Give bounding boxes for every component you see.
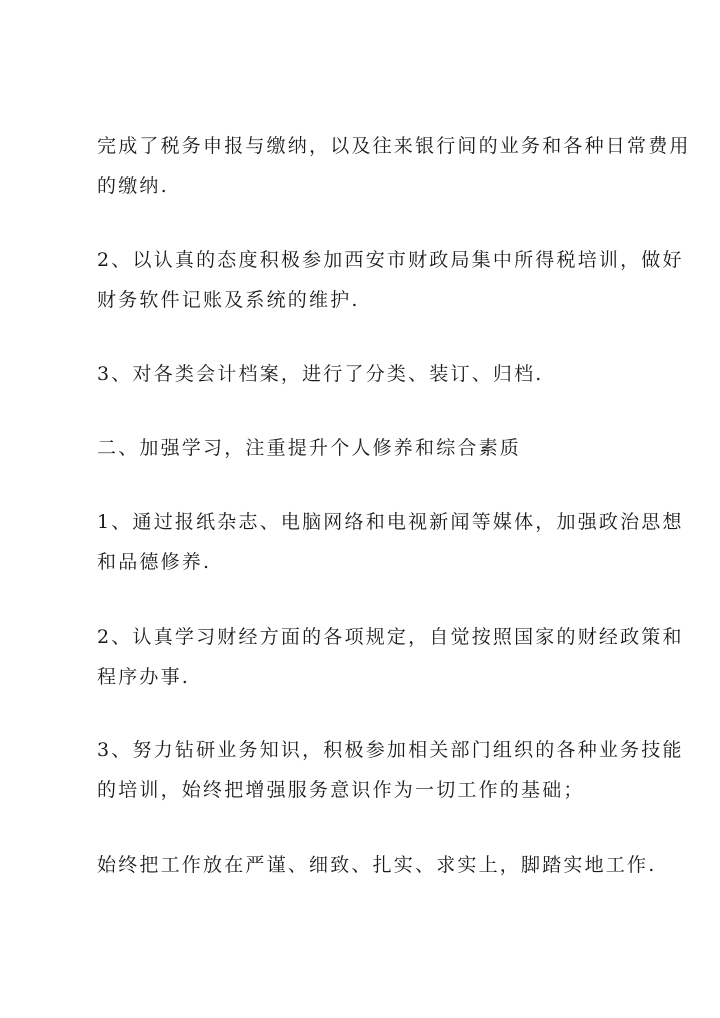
heading-line: 二、加强学习，注重提升个人修养和综合素质 [97,437,522,459]
text-line: 2、以认真的态度积极参加西安市财政局集中所得税培训，做好 [97,249,684,271]
text-line: 财务软件记账及系统的维护. [97,289,360,311]
paragraph-media-study [97,502,684,582]
section-heading-study [97,428,642,468]
text-line: 程序办事. [97,666,191,688]
paragraph-tax-payment [97,126,691,206]
text-line: 2、认真学习财经方面的各项规定，自觉按照国家的财经政策和 [97,626,684,648]
paragraph-archives [97,354,642,394]
text-line: 的缴纳. [97,175,169,197]
text-line: 和品德修养. [97,551,212,573]
paragraph-skills-training [97,730,684,810]
text-line: 的培训，始终把增强服务意识作为一切工作的基础； [97,779,585,801]
text-line: 完成了税务申报与缴纳，以及往来银行间的业务和各种日常费用 [97,135,691,157]
text-line: 始终把工作放在严谨、细致、扎实、求实上，脚踏实地工作. [97,854,657,876]
text-line: 3、对各类会计档案，进行了分类、装订、归档. [97,363,544,385]
paragraph-work-attitude [97,845,657,885]
paragraph-regulations [97,617,684,697]
paragraph-tax-training [97,240,684,320]
text-line: 3、努力钻研业务知识，积极参加相关部门组织的各种业务技能 [97,739,684,761]
text-line: 1、通过报纸杂志、电脑网络和电视新闻等媒体，加强政治思想 [97,511,684,533]
